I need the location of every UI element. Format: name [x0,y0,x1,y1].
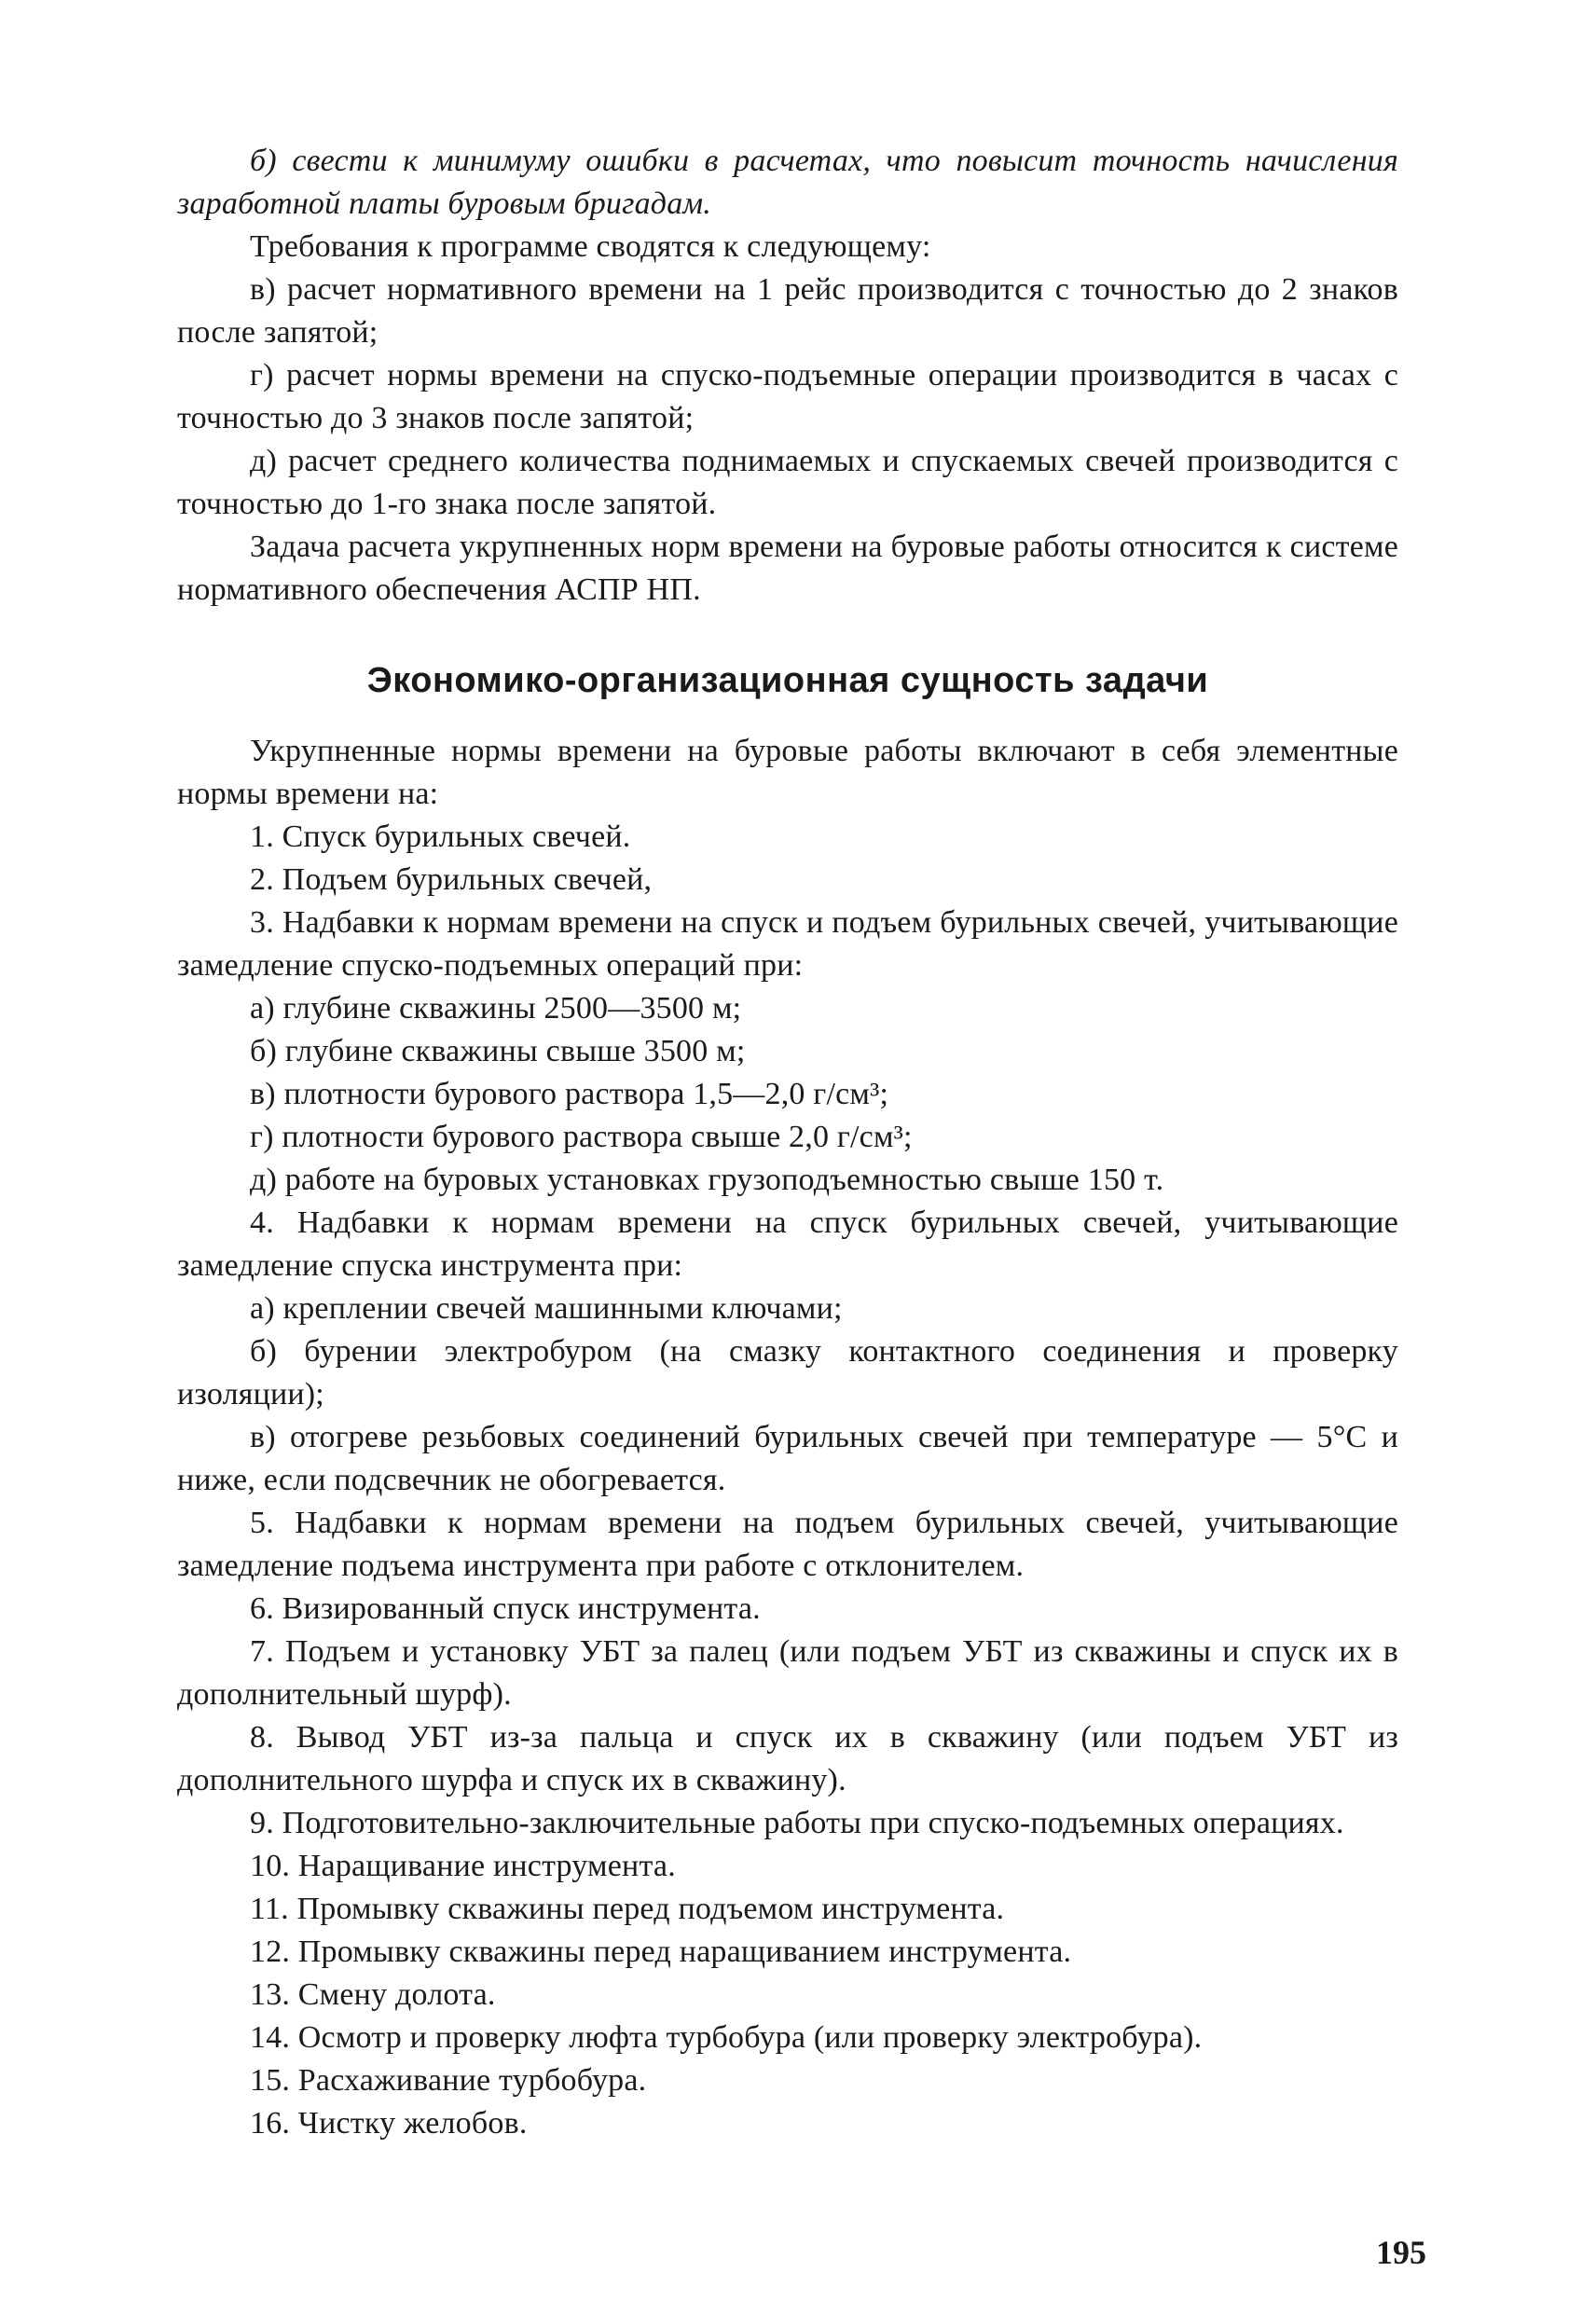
paragraph-v: в) расчет нормативного времени на 1 рейс производится с точностью до 2 знаков после запятой; [177,272,1398,350]
list-item: 3. Надбавки к нормам времени на спуск и подъем бурильных свечей, учитывающие замедление спуско-подъемных операций при: [177,905,1398,983]
paragraph-task: Задача расчета укрупненных норм времени на буровые работы относится к системе нормативного обеспечения АСПР НП. [177,530,1398,607]
paragraph-g: г) расчет нормы времени на спуско-подъемные операции производится в часах с точностью до 3 знаков после запятой; [177,358,1398,435]
list-item: 10. Наращивание инструмента. [250,1849,676,1883]
sub-item: г) плотности бурового раствора свыше 2,0 г/см³; [250,1120,913,1154]
list-item: 11. Промывку скважины перед подъемом инструмента. [250,1892,1005,1926]
section-heading: Экономико-организационная сущность задачи [366,661,1209,700]
sub-item: д) работе на буровых установках грузоподъемностью свыше 150 т. [250,1163,1164,1197]
sub-item: а) глубине скважины 2500—3500 м; [250,991,742,1026]
list-item: 16. Чистку желобов. [250,2106,528,2141]
list-item: 14. Осмотр и проверку люфта турбобура (или проверку электробура). [250,2020,1203,2055]
list-item: 6. Визированный спуск инструмента. [250,1591,761,1626]
list-item: 12. Промывку скважины перед наращиванием инструмента. [250,1934,1072,1969]
sub-item: б) бурении электробуром (на смазку контактного соединения и проверку изоляции); [177,1334,1398,1411]
paragraph-d: д) расчет среднего количества поднимаемых и спускаемых свечей производится с точностью до 1-го знака после запятой. [177,444,1398,521]
main-section [177,730,1398,2145]
list-item: 15. Расхаживание турбобура. [250,2063,647,2098]
list-item: 2. Подъем бурильных свечей, [250,862,653,897]
list-item: 8. Вывод УБТ из-за пальца и спуск их в скважину (или подъем УБТ из дополнительного шурфа и спуск их в скважину). [177,1720,1398,1797]
list-item: 9. Подготовительно-заключительные работы при спуско-подъемных операциях. [250,1806,1344,1840]
page-number: 195 [1376,2234,1426,2271]
list-intro: Укрупненные нормы времени на буровые работы включают в себя элементные нормы времени на: [177,734,1398,811]
list-item: 1. Спуск бурильных свечей. [250,819,631,854]
list-item: 4. Надбавки к нормам времени на спуск бурильных свечей, учитывающие замедление спуска инструмента при: [177,1205,1398,1283]
sub-item: в) плотности бурового раствора 1,5—2,0 г/см³; [250,1077,889,1111]
sub-item: а) креплении свечей машинными ключами; [250,1291,843,1326]
intro-section [177,140,1398,612]
paragraph-b: б) свести к минимуму ошибки в расчетах, что повысит точность начисления заработной платы буровым бригадам. [177,144,1398,221]
paragraph-requirements: Требования к программе сводятся к следующему: [250,229,931,264]
sub-item: в) отогреве резьбовых соединений бурильных свечей при температуре — 5°С и ниже, если подсвечник не обогревается. [177,1420,1398,1497]
list-item: 13. Смену долота. [250,1977,496,2012]
list-item: 7. Подъем и установку УБТ за палец (или подъем УБТ из скважины и спуск их в дополнительный шурф). [177,1634,1398,1712]
list-item: 5. Надбавки к нормам времени на подъем бурильных свечей, учитывающие замедление подъема инструмента при работе с отклонителем. [177,1506,1398,1583]
sub-item: б) глубине скважины свыше 3500 м; [250,1034,746,1068]
